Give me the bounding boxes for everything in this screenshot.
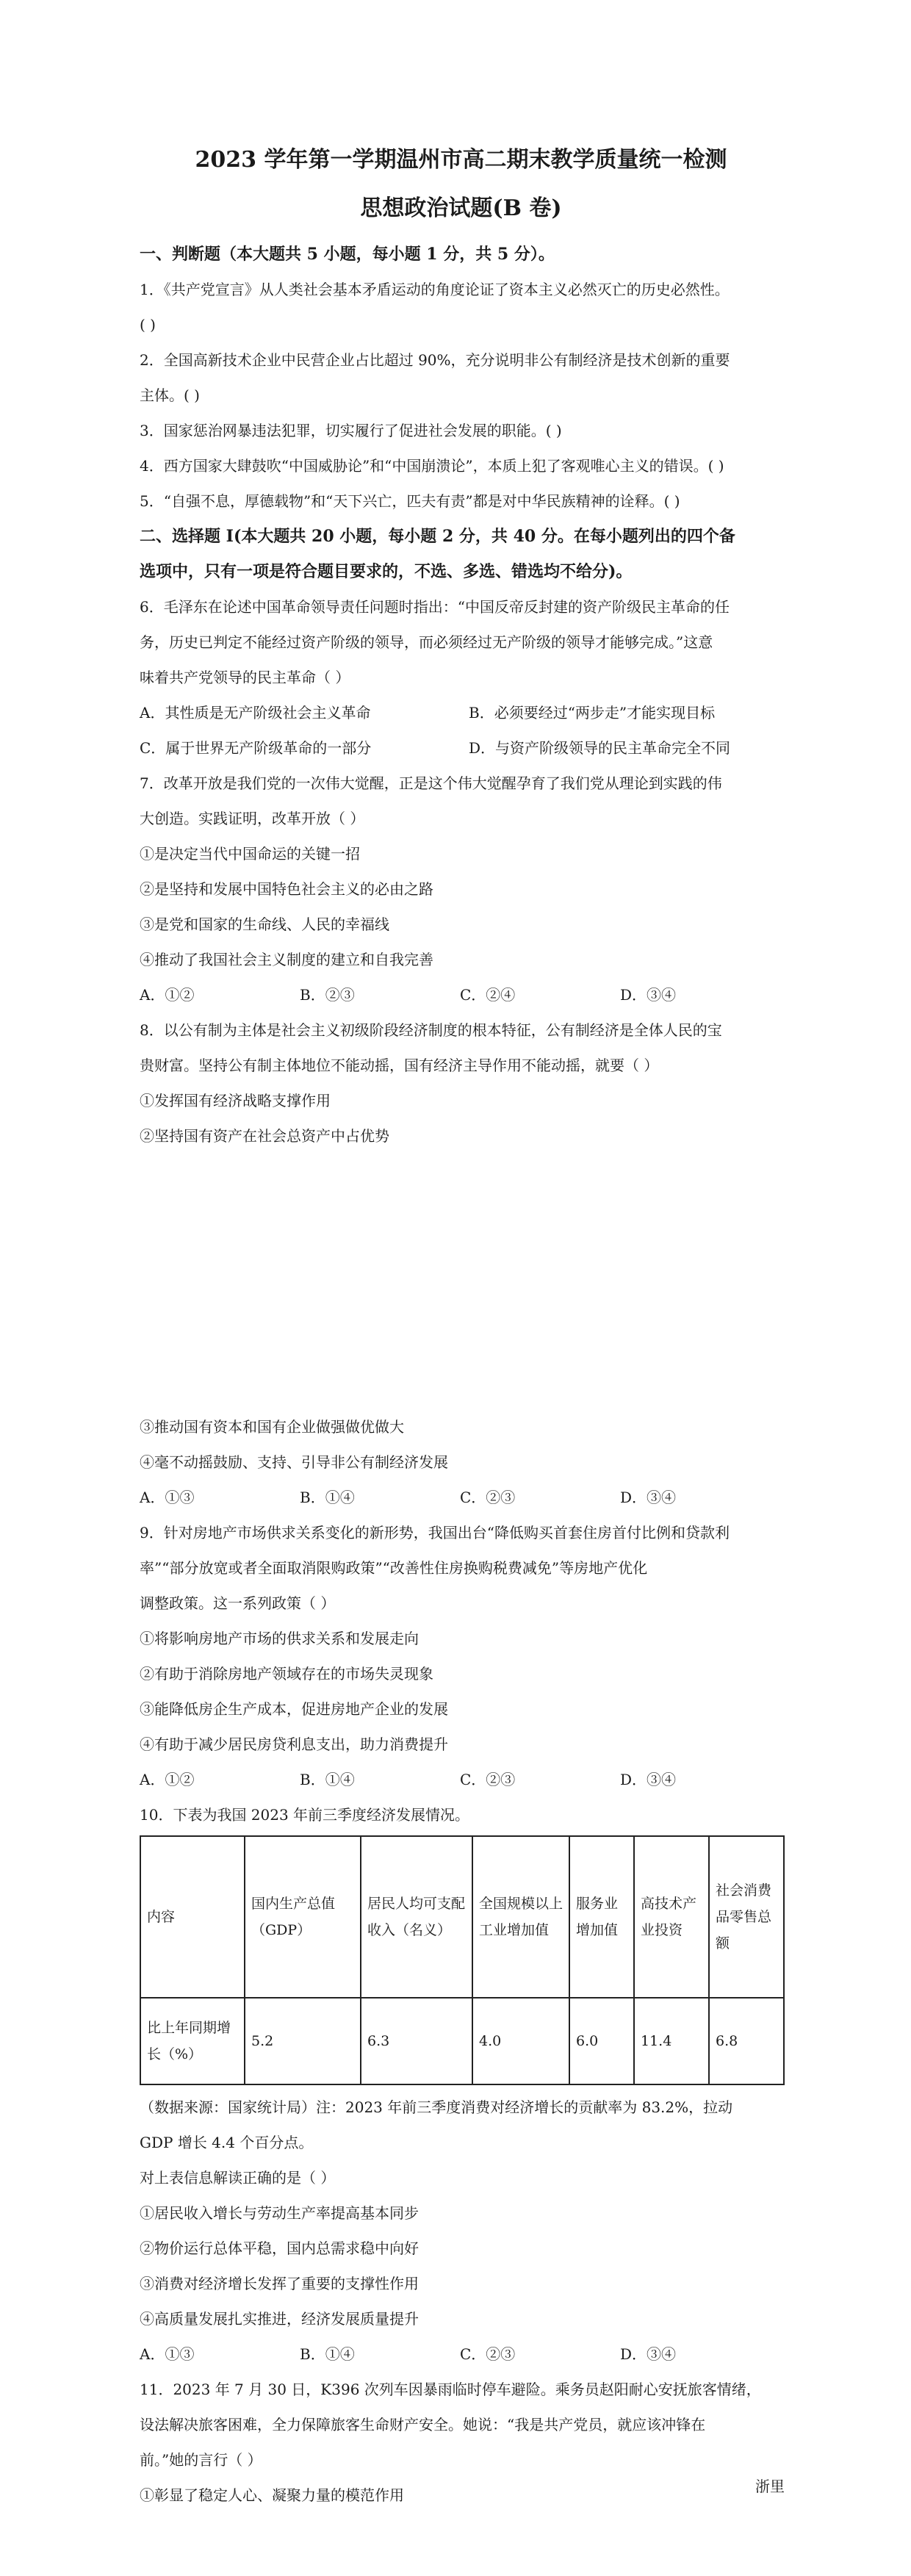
q2-line2: 主体。( ) bbox=[140, 386, 200, 404]
q6-stem-line3: 味着共产党领导的民主革命（ ） bbox=[140, 669, 350, 686]
q6-stem-line2: 务，历史已判定不能经过资产阶级的领导，而必须经过无产阶级的领导才能够完成。”这意 bbox=[140, 633, 713, 651]
table-header-cell: 全国规模以上工业增加值 bbox=[472, 1836, 569, 1998]
table-header-row bbox=[140, 1836, 784, 1998]
exam-title: 2023 学年第一学期温州市高二期末教学质量统一检测 bbox=[195, 147, 727, 173]
page-footer: 浙里 bbox=[755, 2478, 785, 2495]
q7-option-b: B．②③ bbox=[300, 986, 355, 1004]
table-cell: 4.0 bbox=[472, 1998, 569, 2084]
q8-statement-2: ②坚持国有资产在社会总资产中占优势 bbox=[140, 1127, 389, 1145]
q10-statement-2: ②物价运行总体平稳，国内总需求稳中向好 bbox=[140, 2239, 419, 2257]
q7-stem-line1: 7．改革开放是我们党的一次伟大觉醒，正是这个伟大觉醒孕育了我们党从理论到实践的伟 bbox=[140, 774, 722, 792]
q9-option-b: B．①④ bbox=[300, 1771, 355, 1788]
q10-question: 对上表信息解读正确的是（ ） bbox=[140, 2169, 336, 2187]
section1-heading: 一、判断题（本大题共 5 小题，每小题 1 分，共 5 分）。 bbox=[140, 245, 555, 264]
table-row-label: 比上年同期增长（%） bbox=[140, 1998, 245, 2084]
q10-statement-4: ④高质量发展扎实推进，经济发展质量提升 bbox=[140, 2310, 419, 2328]
section2-heading-line1: 二、选择题 I(本大题共 20 小题，每小题 2 分，共 40 分。在每小题列出的四个备 bbox=[140, 527, 735, 546]
q9-option-a: A．①② bbox=[140, 1771, 195, 1788]
table-header-cell: 社会消费品零售总额 bbox=[709, 1836, 784, 1998]
q10-option-c: C．②③ bbox=[460, 2345, 516, 2363]
q6-option-c: C．属于世界无产阶级革命的一部分 bbox=[140, 739, 372, 757]
q1-line1: 1．《共产党宣言》从人类社会基本矛盾运动的角度论证了资本主义必然灭亡的历史必然性。 bbox=[140, 281, 730, 298]
q7-statement-2: ②是坚持和发展中国特色社会主义的必由之路 bbox=[140, 880, 433, 898]
table-cell: 6.0 bbox=[569, 1998, 634, 2084]
q9-option-d: D．③④ bbox=[620, 1771, 677, 1788]
q6-options bbox=[140, 695, 782, 766]
economy-table bbox=[140, 1835, 785, 2085]
q11-stem-line3: 前。”她的言行（ ） bbox=[140, 2451, 262, 2469]
table-header-cell: 国内生产总值（GDP） bbox=[245, 1836, 361, 1998]
table-cell: 11.4 bbox=[634, 1998, 709, 2084]
q9-stem-line1: 9．针对房地产市场供求关系变化的新形势，我国出台“降低购买首套住房首付比例和贷款利 bbox=[140, 1524, 730, 1541]
table-header-cell: 高技术产业投资 bbox=[634, 1836, 709, 1998]
q7-option-c: C．②④ bbox=[460, 986, 516, 1004]
q8-statement-1: ①发挥国有经济战略支撑作用 bbox=[140, 1092, 331, 1109]
q9-statement-3: ③能降低房企生产成本，促进房地产企业的发展 bbox=[140, 1700, 448, 1718]
q8-stem-line2: 贵财富。坚持公有制主体地位不能动摇，国有经济主导作用不能动摇，就要（ ） bbox=[140, 1057, 659, 1074]
q11-statement-1: ①彰显了稳定人心、凝聚力量的模范作用 bbox=[140, 2486, 404, 2504]
q4-line1: 4．西方国家大肆鼓吹“中国威胁论”和“中国崩溃论”，本质上犯了客观唯心主义的错误。( ) bbox=[140, 457, 724, 475]
q8-option-d: D．③④ bbox=[620, 1489, 677, 1506]
q8-stem-line1: 8．以公有制为主体是社会主义初级阶段经济制度的根本特征，公有制经济是全体人民的宝 bbox=[140, 1021, 722, 1039]
q8-option-c: C．②③ bbox=[460, 1489, 516, 1506]
q10-option-d: D．③④ bbox=[620, 2345, 677, 2363]
q6-stem-line1: 6．毛泽东在论述中国革命领导责任问题时指出：“中国反帝反封建的资产阶级民主革命的任 bbox=[140, 598, 730, 616]
q8-option-b: B．①④ bbox=[300, 1489, 355, 1506]
q8-options bbox=[140, 1480, 782, 1515]
q6-option-a: A．其性质是无产阶级社会主义革命 bbox=[140, 704, 371, 722]
q1-line2: ( ) bbox=[140, 316, 156, 334]
q5-line1: 5．“自强不息，厚德载物”和“天下兴亡，匹夫有责”都是对中华民族精神的诠释。( ) bbox=[140, 492, 680, 510]
q7-statement-3: ③是党和国家的生命线、人民的幸福线 bbox=[140, 915, 389, 933]
q10-note-line2: GDP 增长 4.4 个百分点。 bbox=[140, 2134, 314, 2151]
q7-statement-1: ①是决定当代中国命运的关键一招 bbox=[140, 845, 360, 863]
table-header-cell: 服务业增加值 bbox=[569, 1836, 634, 1998]
q7-option-d: D．③④ bbox=[620, 986, 677, 1004]
table-row bbox=[140, 1998, 784, 2084]
q10-option-b: B．①④ bbox=[300, 2345, 355, 2363]
q6-option-b: B．必须要经过“两步走”才能实现目标 bbox=[469, 704, 716, 722]
q7-statement-4: ④推动了我国社会主义制度的建立和自我完善 bbox=[140, 951, 433, 968]
q10-stem: 10．下表为我国 2023 年前三季度经济发展情况。 bbox=[140, 1806, 470, 1824]
q3-line1: 3．国家惩治网暴违法犯罪，切实履行了促进社会发展的职能。( ) bbox=[140, 422, 562, 439]
q8-option-a: A．①③ bbox=[140, 1489, 195, 1506]
q7-option-a: A．①② bbox=[140, 986, 195, 1004]
q10-options bbox=[140, 2336, 782, 2372]
table-cell: 6.3 bbox=[361, 1998, 472, 2084]
q10-statement-3: ③消费对经济增长发挥了重要的支撑性作用 bbox=[140, 2275, 419, 2292]
q6-option-d: D．与资产阶级领导的民主革命完全不同 bbox=[469, 739, 731, 757]
q9-statement-4: ④有助于减少居民房贷利息支出，助力消费提升 bbox=[140, 1735, 448, 1753]
q9-option-c: C．②③ bbox=[460, 1771, 516, 1788]
q9-options bbox=[140, 1762, 782, 1797]
q7-options bbox=[140, 977, 782, 1012]
q10-statement-1: ①居民收入增长与劳动生产率提高基本同步 bbox=[140, 2204, 419, 2222]
table-header-cell: 居民人均可支配收入（名义） bbox=[361, 1836, 472, 1998]
q2-line1: 2．全国高新技术企业中民营企业占比超过 90%，充分说明非公有制经济是技术创新的重要 bbox=[140, 351, 730, 369]
section2-heading-line2: 选项中，只有一项是符合题目要求的，不选、多选、错选均不给分)。 bbox=[140, 562, 633, 581]
table-cell: 5.2 bbox=[245, 1998, 361, 2084]
q10-note-line1: （数据来源：国家统计局）注：2023 年前三季度消费对经济增长的贡献率为 83.2%，拉动 bbox=[140, 2098, 733, 2116]
q11-stem-line1: 11．2023 年 7 月 30 日，K396 次列车因暴雨临时停车避险。乘务员赵阳耐心安抚旅客情绪， bbox=[140, 2381, 761, 2398]
q11-stem-line2: 设法解决旅客困难，全力保障旅客生命财产安全。她说：“我是共产党员，就应该冲锋在 bbox=[140, 2416, 706, 2433]
q7-stem-line2: 大创造。实践证明，改革开放（ ） bbox=[140, 810, 365, 827]
q8-statement-4: ④毫不动摇鼓励、支持、引导非公有制经济发展 bbox=[140, 1453, 448, 1471]
q8-statement-3: ③推动国有资本和国有企业做强做优做大 bbox=[140, 1418, 404, 1436]
table-cell: 6.8 bbox=[709, 1998, 784, 2084]
q9-stem-line2: 率”“部分放宽或者全面取消限购政策”“改善性住房换购税费减免”等房地产优化 bbox=[140, 1559, 648, 1577]
blank-gap bbox=[140, 1154, 782, 1409]
q9-statement-1: ①将影响房地产市场的供求关系和发展走向 bbox=[140, 1630, 419, 1647]
table-header-cell: 内容 bbox=[140, 1836, 245, 1998]
exam-content bbox=[140, 137, 782, 2513]
exam-subtitle: 思想政治试题(B 卷) bbox=[360, 195, 562, 221]
q10-option-a: A．①③ bbox=[140, 2345, 195, 2363]
q9-statement-2: ②有助于消除房地产领域存在的市场失灵现象 bbox=[140, 1665, 433, 1683]
q9-stem-line3: 调整政策。这一系列政策（ ） bbox=[140, 1594, 336, 1612]
